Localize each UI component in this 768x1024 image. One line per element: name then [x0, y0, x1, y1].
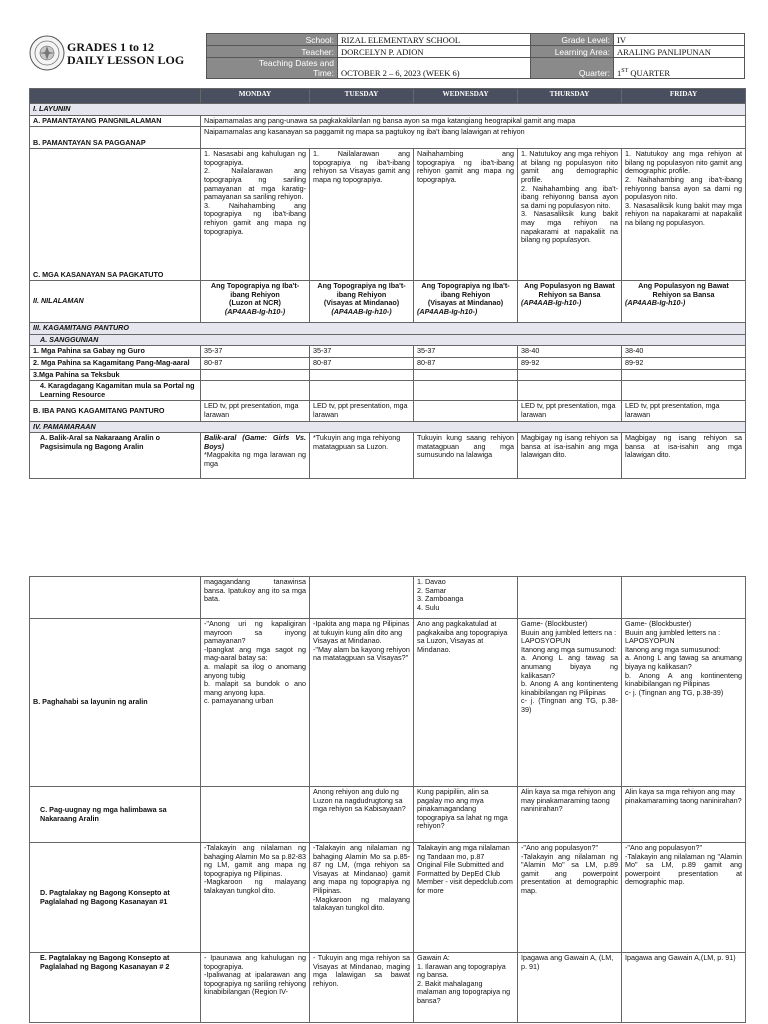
kagamitang-mag-aaral-friday: 89-92 [622, 357, 746, 369]
kagamitang-mag-aaral-tuesday: 80-87 [310, 357, 414, 369]
day-thursday: THURSDAY [518, 89, 622, 104]
nilalaman-friday-code: (AP4AAB-Ig-h10-) [625, 298, 686, 308]
nilalaman-thursday-title: Ang Populasyon ng Bawat Rehiyon sa Bansa [524, 281, 615, 299]
balik-aral-tuesday-cont [310, 577, 414, 619]
lesson-log-header [29, 33, 745, 79]
quarter-label: Quarter: [531, 58, 614, 79]
portal-tuesday [310, 381, 414, 401]
nilalaman-monday-title: Ang Topograpiya ng Iba't-ibang Rehiyon [210, 281, 300, 299]
teacher-label: Teacher: [207, 46, 338, 58]
kagamitang-mag-aaral-thursday: 89-92 [518, 357, 622, 369]
pag-uugnay-monday [201, 787, 310, 843]
bagong-konsepto-2-thursday: Ipagawa ang Gawain A, (LM, p. 91) [518, 953, 622, 1023]
row-label-bagong-konsepto-2: E. Pagtalakay ng Bagong Konsepto at Paglalahad ng Bagong Kasanayan # 2 [30, 953, 201, 1023]
pag-uugnay-friday: Alin kaya sa mga rehiyon ang may pinakamaraming taong naninirahan? [622, 787, 746, 843]
nilalaman-wednesday-sub: (Visayas at Mindanao) [427, 298, 504, 308]
nilalaman-thursday-code: (AP4AAB-Ig-h10-) [521, 298, 582, 308]
balik-aral-thursday: Magbigay ng isang rehiyon sa bansa at isa-isahin ang mga lalawigan dito. [518, 433, 622, 479]
grade-value: IV [614, 34, 745, 46]
balik-aral-wednesday-cont: 1. Davao 2. Samar 3. Zamboanga 4. Sulu [414, 577, 518, 619]
paghahabi-monday: -"Anong uri ng kapaligiran mayroon sa inyong pamayanan? -Ipangkat ang mga sagot ng mag-aaral batay sa: a. malapit sa ilog o anomang anyong tubig b. malapit sa bundok o ano mang anyong lupa. c. pamayanang urban [201, 619, 310, 787]
pag-uugnay-thursday: Alin kaya sa mga rehiyon ang may pinakamaraming taong naninirahan? [518, 787, 622, 843]
paghahabi-wednesday: Ano ang pagkakatulad at pagkakaiba ang topograpiya sa Luzon, Visayas at Mindanao. [414, 619, 518, 787]
pamantayan-sa-pagganap-text: Naipamamalas ang kasanayan sa paggamit ng mapa sa pagtukoy ng iba't ibang lalawigan at rehiyon [201, 127, 746, 149]
pag-uugnay-tuesday: Anong rehiyon ang dulo ng Luzon na nagdudrugtong sa mga rehiyon sa Kabisayaan? [310, 787, 414, 843]
pag-uugnay-wednesday: Kung papipiliin, alin sa pagalay mo ang mya pinakamagandang topograpiya sa lahat ng mga rehiyon? [414, 787, 518, 843]
kasanayan-tuesday: 1. Nailalarawan ang topograpiya ng iba't-ibang rehiyon sa Visayas gamit ang mapa ng topograpiya. [310, 149, 414, 281]
gabay-guro-monday: 35-37 [201, 346, 310, 358]
page-gap [0, 500, 768, 576]
nilalaman-friday-title: Ang Populasyon ng Bawat Rehiyon sa Bansa [638, 281, 729, 299]
teksbuk-tuesday [310, 369, 414, 381]
balik-aral-friday: Magbigay ng isang rehiyon sa bansa at isa-isahin ang mga lalawigan dito. [622, 433, 746, 479]
bagong-konsepto-1-tuesday: -Talakayin ang nilalaman ng bahaging Alamin Mo sa p.85-87 ng LM, (mga rehiyon sa Visayas at Mindanao) gamit ang mapa ng topograpiya ng Pilipinas. -Magkaroon ng malayang talakayan tungkol dito. [310, 843, 414, 953]
row-label-kasanayan: C. MGA KASANAYAN SA PAGKATUTO [30, 149, 201, 281]
deped-seal-logo-icon [29, 35, 65, 71]
balik-aral-friday-cont [622, 577, 746, 619]
iba-pang-kagamitan-wednesday [414, 401, 518, 421]
balik-aral-monday-game: Balik-aral (Game: Girls Vs. Boys) [204, 433, 306, 451]
iba-pang-kagamitan-thursday: LED tv, ppt presentation, mga larawan [518, 401, 622, 421]
portal-thursday [518, 381, 622, 401]
bagong-konsepto-1-thursday: -"Ano ang populasyon?" -Talakayin ang nilalaman ng "Alamin Mo" sa LM, p.89 gamit ang powerpoint presentation at demographic map. [518, 843, 622, 953]
row-label-pamantayan-sa-pagganap: B. PAMANTAYAN SA PAGGANAP [30, 127, 201, 149]
section-sanggunian: A. SANGGUNIAN [30, 334, 746, 346]
kasanayan-thursday: 1. Natutukoy ang mga rehiyon at bilang ng populasyon nito gamit ang demographic profile. 2. Naihahambing ang iba't-ibang rehiyonng bansa ayon sa dami ng populasyon nito. 3. Nasasaliksik kung bakit may mga rehiyon na napakarami at napakaliit na bilang ng populasyon. [518, 149, 622, 281]
dates-value: OCTOBER 2 – 6, 2023 (WEEK 6) [338, 58, 531, 79]
title-line-2: DAILY LESSON LOG [67, 53, 185, 67]
section-layunin: I. LAYUNIN [30, 104, 746, 116]
bagong-konsepto-2-monday: - Ipaunawa ang kahulugan ng topograpiya. -Ipaliwanag at ipalarawan ang topograpiya ng sariling rehiyong kinabibilangan (Region IV- [201, 953, 310, 1023]
header-info-grid [206, 33, 745, 79]
page-1 [0, 0, 768, 500]
balik-aral-monday-text: *Magpakita ng mga larawan ng mga [204, 450, 306, 468]
nilalaman-tuesday-code: (AP4AAB-Ig-h10-) [331, 306, 392, 316]
kagamitang-mag-aaral-wednesday: 80-87 [414, 357, 518, 369]
balik-aral-wednesday: Tukuyin kung saang rehiyon matatagpuan ang mga sumusundo na lalawiga [414, 433, 518, 479]
day-friday: FRIDAY [622, 89, 746, 104]
portal-friday [622, 381, 746, 401]
nilalaman-monday [201, 281, 310, 323]
row-label-iba-pang-kagamitan: B. IBA PANG KAGAMITANG PANTURO [30, 401, 201, 421]
nilalaman-thursday [518, 281, 622, 323]
row-label-nilalaman: II. NILALAMAN [30, 281, 201, 323]
balik-aral-thursday-cont [518, 577, 622, 619]
bagong-konsepto-2-wednesday: Gawain A: 1. Ilarawan ang topograpiya ng bansa. 2. Bakit mahalagang malaman ang topograpiya ng bansa? [414, 953, 518, 1023]
nilalaman-tuesday [310, 281, 414, 323]
pamantayang-pangnilalaman-text: Naipamamalas ang pang-unawa sa pagkakakilanlan ng bansa ayon sa mga katangiang heograpikal gamit ang mapa [201, 115, 746, 127]
continuation-label [30, 577, 201, 619]
day-tuesday: TUESDAY [310, 89, 414, 104]
paghahabi-tuesday: -Ipakita ang mapa ng Pilipinas at tukuyin kung alin dito ang Visayas at Mindanao. -"May alam ba kayong rehiyon na matatagpuan sa Visayas?" [310, 619, 414, 787]
balik-aral-tuesday: *Tukuyin ang mga rehiyong matatagpuan sa Luzon. [310, 433, 414, 479]
lesson-table-page-2 [29, 576, 746, 1023]
nilalaman-monday-sub: (Luzon at NCR) [229, 298, 281, 308]
bagong-konsepto-2-tuesday: - Tukuyin ang mga rehiyon sa Visayas at Mindanao, maging mga lalawigan sa bawat rehiyon. [310, 953, 414, 1023]
school-value: RIZAL ELEMENTARY SCHOOL [338, 34, 531, 46]
iba-pang-kagamitan-friday: LED tv, ppt presentation, mga larawan [622, 401, 746, 421]
teksbuk-monday [201, 369, 310, 381]
iba-pang-kagamitan-tuesday: LED tv, ppt presentation, mga larawan [310, 401, 414, 421]
section-pamamaraan: IV. PAMAMARAAN [30, 421, 746, 433]
kasanayan-monday: 1. Nasasabi ang kahulugan ng topograpiya. 2. Nailalarawan ang topograpiya ng sariling pamayanan at mga karatig-pamayanan sa sariling rehiyon. 3. Naihahambing ang topograpiya ng iba't-ibang rehiyon gamit ang mapa ng topograpiya. [201, 149, 310, 281]
quarter-word: QUARTER [628, 68, 671, 78]
quarter-value [614, 58, 745, 79]
page-2 [0, 576, 768, 1024]
nilalaman-tuesday-sub: (Visayas at Mindanao) [323, 298, 400, 308]
teksbuk-friday [622, 369, 746, 381]
bagong-konsepto-2-friday: Ipagawa ang Gawain A,(LM, p. 91) [622, 953, 746, 1023]
row-label-portal: 4. Karagdagang Kagamitan mula sa Portal ng Learning Resource [30, 381, 201, 401]
gabay-guro-wednesday: 35-37 [414, 346, 518, 358]
section-kagamitan: III. KAGAMITANG PANTURO [30, 323, 746, 335]
dates-label [207, 58, 338, 79]
school-label: School: [207, 34, 338, 46]
gabay-guro-tuesday: 35-37 [310, 346, 414, 358]
paghahabi-friday: Game- (Blockbuster) Buuin ang jumbled letters na : LAPOSYOPUN Itanong ang mga sumusunod: a. Anong L ang tawag sa anumang biyaya ng kalikasan? b. Anong A ang kontinenteng kinabibilangan ng Pilipinas c- j. (Tingnan ang TG, p.38-39) [622, 619, 746, 787]
teksbuk-wednesday [414, 369, 518, 381]
bagong-konsepto-1-friday: -"Ano ang populasyon?" -Talakayin ang nilalaman ng "Alamin Mo" sa LM, p.89 gamit ang powerpoint presentation at demographic map. [622, 843, 746, 953]
row-label-bagong-konsepto-1: D. Pagtalakay ng Bagong Konsepto at Paglalahad ng Bagong Kasanayan #1 [30, 843, 201, 953]
bagong-konsepto-1-monday: -Talakayin ang nilalaman ng bahaging Alamin Mo sa p.82-83 ng LM, gamit ang mapa ng topograpiya ng Pilipinas. -Magkaroon ng malayang talakayan tungkol dito. [201, 843, 310, 953]
day-wednesday: WEDNESDAY [414, 89, 518, 104]
area-value: ARALING PANLIPUNAN [614, 46, 745, 58]
gabay-guro-friday: 38-40 [622, 346, 746, 358]
kasanayan-friday: 1. Natutukoy ang mga rehiyon at bilang ng populasyon nito gamit ang demographic profile. 2. Naihahambing ang iba't-ibang rehiyonng bansa ayon sa dami ng populasyon nito. 3. Nasasaliksik kung bakit may mga rehiyon na napakarami at napakaliit na bilang ng populasyon. [622, 149, 746, 281]
teacher-value: DORCELYN P. ADION [338, 46, 531, 58]
nilalaman-wednesday-code: (AP4AAB-Ig-h10-) [417, 306, 478, 316]
nilalaman-monday-code: (AP4AAB-Ig-h10-) [224, 306, 286, 316]
quarter-number: 1 [617, 68, 622, 78]
balik-aral-monday [201, 433, 310, 479]
title-line-1: GRADES 1 to 12 [67, 40, 155, 54]
dates-label-line-1: Teaching Dates and [258, 58, 334, 68]
kasanayan-wednesday: Naihahambing ang topograpiya ng iba't-ibang rehiyon gamit ang mapa ng topograpiya. [414, 149, 518, 281]
paghahabi-thursday: Game- (Blockbuster) Buuin ang jumbled letters na : LAPOSYOPUN Itanong ang mga sumusunod: a. Anong L ang tawag sa anumang biyaya ng kalikasan? b. Anong A ang kontinenteng kinabibilangan ng Pilipinas c- j. (Tingnan ang TG, p.38-39) [518, 619, 622, 787]
nilalaman-tuesday-title: Ang Topograpiya ng Iba't-ibang Rehiyon [317, 281, 406, 299]
nilalaman-wednesday [414, 281, 518, 323]
day-monday: MONDAY [201, 89, 310, 104]
grade-label: Grade Level: [531, 34, 614, 46]
lesson-table-page-1 [29, 88, 746, 479]
area-label: Learning Area: [531, 46, 614, 58]
row-label-balik-aral: A. Balik-Aral sa Nakaraang Aralin o Pagsisimula ng Bagong Aralin [30, 433, 201, 479]
row-label-paghahabi: B. Paghahabi sa layunin ng aralin [30, 619, 201, 787]
portal-monday [201, 381, 310, 401]
row-label-pamantayang-pangnilalaman: A. PAMANTAYANG PANGNILALAMAN [30, 115, 201, 127]
bagong-konsepto-1-wednesday: Talakayin ang mga nilalaman ng Tandaan mo, p.87 Original File Submitted and Formatted by DepEd Club Member - visit depedclub.com for more [414, 843, 518, 953]
balik-aral-monday-cont: magagandang tanawinsa bansa. Ipatukoy ang ito sa mga bata. [201, 577, 310, 619]
nilalaman-friday [622, 281, 746, 323]
row-label-pag-uugnay: C. Pag-uugnay ng mga halimbawa sa Nakaraang Aralin [30, 787, 201, 843]
gabay-guro-thursday: 38-40 [518, 346, 622, 358]
iba-pang-kagamitan-monday: LED tv, ppt presentation, mga larawan [201, 401, 310, 421]
kagamitang-mag-aaral-monday: 80-87 [201, 357, 310, 369]
day-header-row [30, 89, 746, 104]
portal-wednesday [414, 381, 518, 401]
row-label-kagamitang-mag-aaral: 2. Mga Pahina sa Kagamitang Pang-Mag-aaral [30, 357, 201, 369]
dates-label-line-2: Time: [313, 68, 334, 78]
lesson-log-title [67, 41, 184, 67]
day-header-blank [30, 89, 201, 104]
row-label-teksbuk: 3.Mga Pahina sa Teksbuk [30, 369, 201, 381]
nilalaman-wednesday-title: Ang Topograpiya ng Iba't-ibang Rehiyon [421, 281, 510, 299]
row-label-gabay-guro: 1. Mga Pahina sa Gabay ng Guro [30, 346, 201, 358]
teksbuk-thursday [518, 369, 622, 381]
quarter-suffix: ST [621, 68, 629, 75]
